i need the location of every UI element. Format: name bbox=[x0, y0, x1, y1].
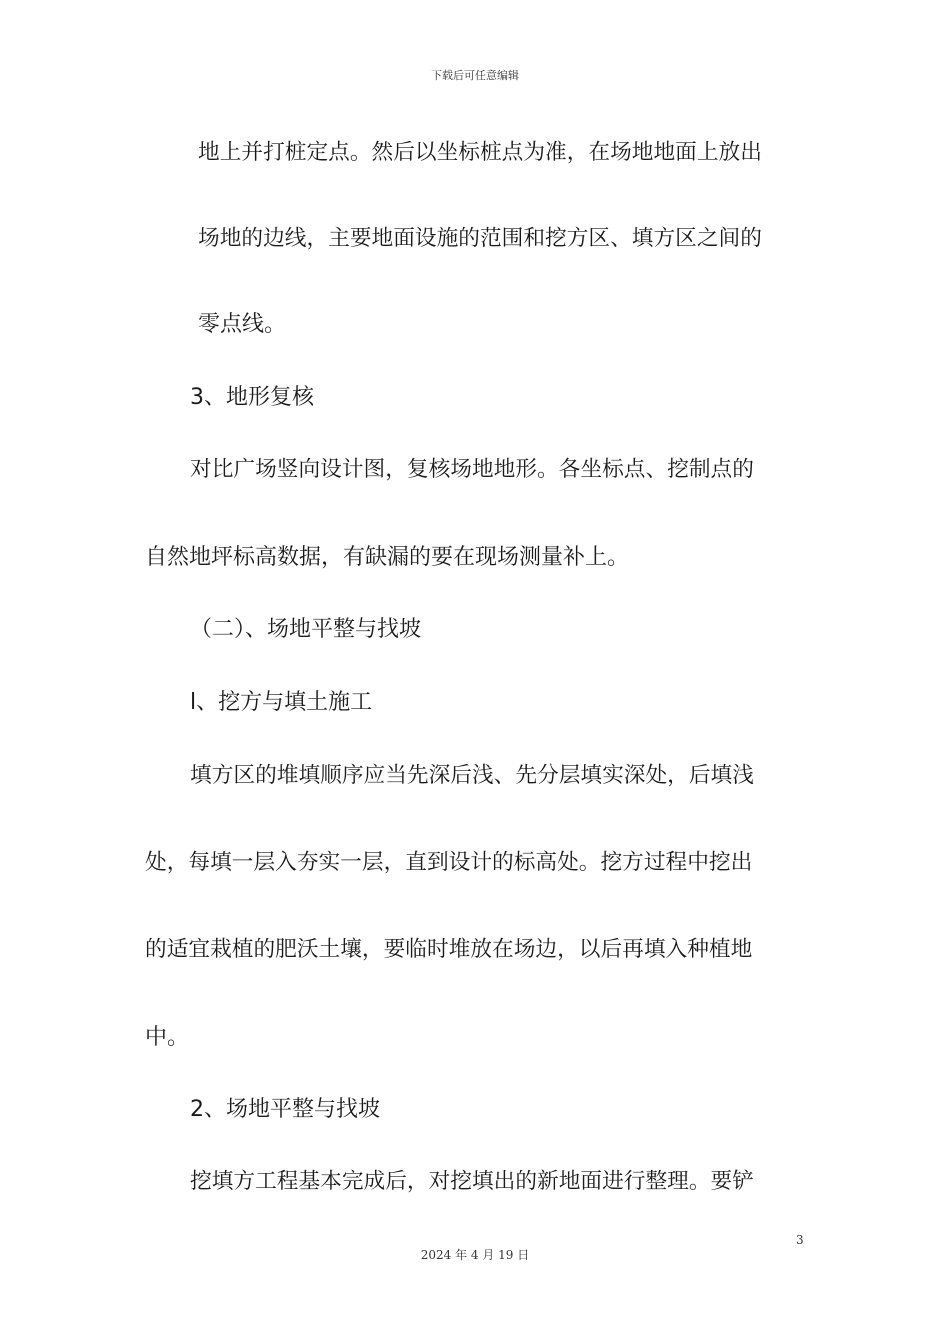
body-line: 挖填方工程基本完成后，对挖填出的新地面进行整理。要铲 bbox=[190, 1169, 754, 1194]
body-line: 对比广场竖向设计图，复核场地地形。各坐标点、挖制点的 bbox=[190, 457, 754, 482]
body-line: 中。 bbox=[145, 1025, 190, 1050]
section-heading: 2、场地平整与找坡 bbox=[190, 1097, 380, 1122]
section-heading: 3、地形复核 bbox=[190, 385, 314, 410]
footer-date: 2024 年 4 月 19 日 bbox=[420, 1248, 530, 1262]
body-line: 处，每填一层入夯实一层，直到设计的标高处。挖方过程中挖出 bbox=[145, 850, 753, 875]
body-line: 零点线。 bbox=[198, 312, 287, 337]
page-number: 3 bbox=[796, 1233, 804, 1247]
section-heading: l、挖方与填土施工 bbox=[190, 690, 373, 715]
body-line: 的适宜栽植的肥沃土壤，要临时堆放在场边，以后再填入种植地 bbox=[145, 937, 753, 962]
body-line: 地上并打桩定点。然后以坐标桩点为准，在场地地面上放出 bbox=[198, 140, 762, 165]
section-heading: （二）、场地平整与找坡 bbox=[190, 617, 422, 642]
header-note: 下载后可任意编辑 bbox=[431, 69, 519, 82]
body-line: 填方区的堆填顺序应当先深后浅、先分层填实深处，后填浅 bbox=[190, 763, 754, 788]
body-line: 场地的边线，主要地面设施的范围和挖方区、填方区之间的 bbox=[198, 226, 762, 251]
body-line: 自然地坪标高数据，有缺漏的要在现场测量补上。 bbox=[145, 545, 630, 570]
